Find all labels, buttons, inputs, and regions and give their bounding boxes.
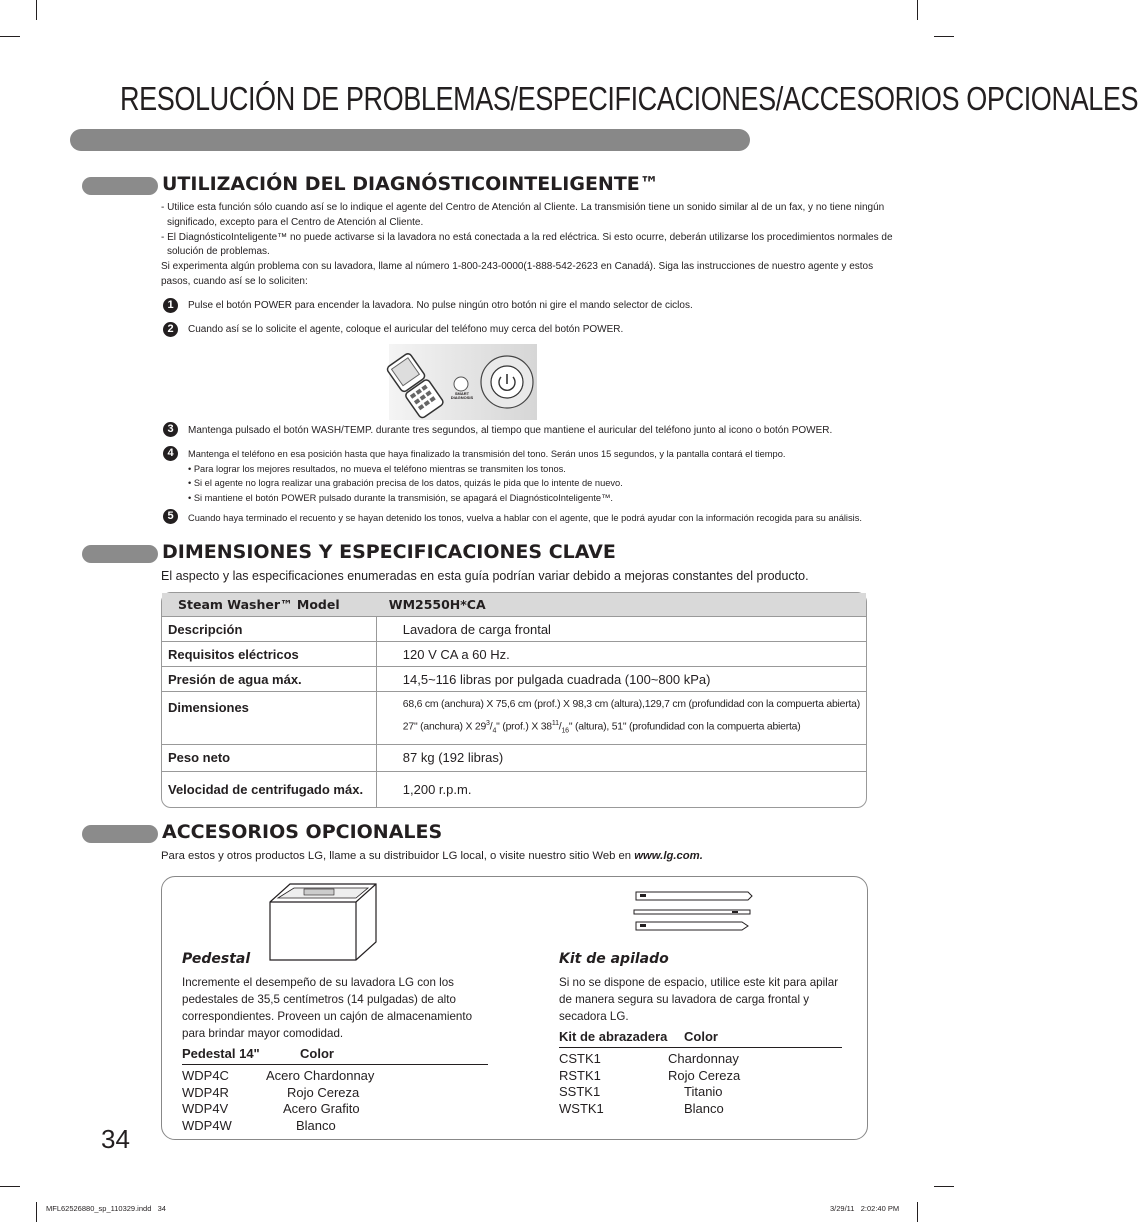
- accessories-intro: [161, 850, 703, 862]
- section-marker: [82, 825, 158, 843]
- table-header: [182, 1046, 488, 1065]
- crop-mark: [0, 36, 20, 37]
- step-text: Cuando haya terminado el recuento y se hayan detenido los tonos, vuelva a hablar con el agente, que le podrá ayudar con la información recogida para su análisis.: [188, 513, 862, 523]
- model-code: WDP4V: [182, 1101, 229, 1116]
- color-value: Titanio: [684, 1084, 723, 1099]
- spec-label: Descripción: [162, 616, 377, 641]
- table-row: [559, 1068, 842, 1085]
- step-text: Cuando así se lo solicite el agente, coloque el auricular del teléfono muy cerca del botón POWER.: [188, 324, 624, 335]
- model-code: CSTK1: [559, 1051, 601, 1066]
- spec-label: Velocidad de centrifugado máx.: [162, 771, 377, 807]
- color-cell: [296, 1117, 488, 1135]
- spec-value: 87 kg (192 libras): [377, 744, 866, 771]
- step-badge: 2: [163, 322, 178, 337]
- model-code: WDP4R: [182, 1084, 229, 1100]
- spec-table: [161, 592, 867, 808]
- column-header: Color: [684, 1029, 842, 1048]
- page-title: RESOLUCIÓN DE PROBLEMAS/ESPECIFICACIONES/ACCESORIOS OPCIONALES: [120, 80, 1138, 117]
- note-line: Si experimenta algún problema con su lavadora, llame al número 1-800-243-0000(1-888-542-2623 en Canadá). Siga las instrucciones de nuestro agente y estos: [161, 261, 874, 273]
- crop-mark: [934, 1186, 954, 1187]
- color-value: Rojo Cereza: [287, 1084, 360, 1100]
- section-heading-accessories: ACCESORIOS OPCIONALES: [162, 821, 443, 843]
- stacking-kit-description: Si no se dispone de espacio, utilice este kit para apilar de manera segura su lavadora de carga frontal y secadora LG.: [559, 976, 839, 1023]
- stacking-kit-brackets-icon: [632, 886, 758, 932]
- section-marker: [82, 545, 158, 563]
- phone-illustration: [389, 344, 537, 420]
- spec-label: Peso neto: [162, 744, 377, 771]
- table-row: [182, 1101, 488, 1118]
- column-header: Kit de abrazadera: [559, 1029, 684, 1048]
- table-row: [162, 691, 866, 744]
- note-line: pasos, cuando así se lo soliciten:: [161, 275, 308, 287]
- fraction-numerator: 3: [486, 720, 490, 727]
- dim-part: 27" (anchura) X 29: [402, 721, 487, 733]
- website-link[interactable]: www.lg.com.: [634, 850, 703, 862]
- step-subpoint: • Para lograr los mejores resultados, no mueva el teléfono mientras se transmiten los tonos.: [188, 463, 566, 474]
- dimension-imperial: 27" (anchura) X $29^3/_4$" (prof.) X $38^{11}/_{16}$" (altura), 51" (profundidad con la compuerta abierta): [402, 720, 801, 735]
- spec-value: 1,200 r.p.m.: [377, 771, 866, 807]
- fraction-numerator: 11: [551, 720, 559, 727]
- spec-value: Lavadora de carga frontal: [377, 616, 866, 641]
- page-number: 34: [101, 1124, 130, 1154]
- table-header: [559, 1029, 842, 1048]
- table-row: [182, 1118, 488, 1135]
- model-code: WDP4W: [182, 1117, 232, 1133]
- dim-part: " (altura), 51" (profundidad con la compuerta abierta): [568, 721, 801, 733]
- model-label: Steam Washer™ Model: [162, 593, 377, 616]
- crop-mark: [917, 1202, 918, 1222]
- table-row: [162, 744, 866, 771]
- table-row: [559, 1101, 842, 1118]
- model-value: WM2550H*CA: [377, 593, 866, 616]
- note-line: - Utilice esta función sólo cuando así se lo indique el agente del Centro de Atención al Cliente. La transmisión tiene un sonido similar al de un fax, y no tiene ningún: [161, 202, 885, 213]
- color-cell: [266, 1065, 488, 1085]
- spec-value: 120 V CA a 60 Hz.: [377, 641, 866, 666]
- print-date: 3/29/11 2:02:40 PM: [830, 1204, 900, 1213]
- crop-mark: [0, 1186, 20, 1187]
- step-text: Pulse el botón POWER para encender la lavadora. No pulse ningún otro botón ni gire el mando selector de ciclos.: [188, 300, 693, 311]
- step-badge: 5: [163, 509, 178, 524]
- step-subpoint: • Si mantiene el botón POWER pulsado durante la transmisión, se apagará el DiagnósticoInteligente™.: [188, 492, 613, 503]
- note-line: solución de problemas.: [167, 246, 270, 258]
- color-value: Chardonnay: [668, 1051, 739, 1066]
- fraction-denominator: 4: [492, 727, 497, 735]
- table-row: [162, 666, 866, 691]
- step-subpoint: • Si el agente no logra realizar una grabación precisa de los datos, quizás le pida que lo intente de nuevo.: [188, 478, 623, 488]
- color-cell: [684, 1084, 842, 1101]
- section-heading-specs: DIMENSIONES Y ESPECIFICACIONES CLAVE: [162, 541, 616, 563]
- model-code: WDP4C: [182, 1068, 229, 1083]
- step-badge: 3: [163, 422, 178, 437]
- color-value: Blanco: [296, 1117, 336, 1133]
- color-cell: [684, 1101, 842, 1118]
- step-text: Mantenga el teléfono en esa posición hasta que haya finalizado la transmisión del tono. Serán unos 15 segundos, y la pantalla contará el tiempo.: [188, 449, 786, 459]
- dim-part: " (prof.) X 38: [496, 721, 552, 733]
- spec-value: 14,5~116 libras por pulgada cuadrada (100~800 kPa): [377, 666, 866, 691]
- table-row: [162, 641, 866, 666]
- color-cell: [287, 1084, 488, 1102]
- step-text: Mantenga pulsado el botón WASH/TEMP. durante tres segundos, al tiempo que mantiene el auricular del teléfono junto al icono o botón POWER.: [188, 425, 833, 436]
- table-row: [559, 1084, 842, 1101]
- crop-mark: [36, 1202, 37, 1222]
- step-badge: 1: [163, 298, 178, 313]
- pedestal-drawer-icon: [264, 880, 382, 962]
- pedestal-table: [182, 1046, 488, 1134]
- step-badge: 4: [163, 446, 178, 461]
- color-cell: [668, 1048, 842, 1068]
- note-line: significado, excepto para el Centro de Atención al Cliente.: [167, 216, 424, 228]
- model-code: WSTK1: [559, 1100, 604, 1116]
- section-heading-diagnosis: UTILIZACIÓN DEL DIAGNÓSTICOINTELIGENTE™: [162, 173, 659, 195]
- phone-near-power-button-icon: [389, 344, 537, 420]
- step-text-block: [188, 447, 785, 505]
- column-header: Pedestal 14": [182, 1046, 300, 1065]
- table-row: [162, 771, 866, 807]
- table-row: [182, 1065, 488, 1085]
- color-value: Rojo Cereza: [668, 1067, 741, 1083]
- smart-diagnosis-label: SMART DIAGNOSIS: [450, 391, 474, 400]
- spec-label: Dimensiones: [162, 691, 377, 744]
- color-cell: [668, 1067, 842, 1085]
- spec-value-dimensions: [377, 691, 866, 744]
- spec-label: Presión de agua máx.: [162, 666, 377, 691]
- crop-mark: [917, 0, 918, 20]
- color-value: Blanco: [684, 1100, 724, 1116]
- note-line: - El DiagnósticoInteligente™ no puede activarse si la lavadora no está conectada a la red eléctrica. Si esto ocurre, deberán utilizarse los procedimientos normales de: [161, 231, 893, 243]
- section-marker: [82, 177, 158, 195]
- intro-text: Para estos y otros productos LG, llame a su distribuidor LG local, o visite nuestro sitio Web en: [161, 850, 635, 862]
- pedestal-title: Pedestal: [182, 951, 251, 967]
- title-bar: [70, 129, 750, 151]
- table-row: [162, 593, 866, 616]
- stacking-kit-table: [559, 1029, 842, 1117]
- crop-mark: [934, 36, 954, 37]
- table-row: [182, 1085, 488, 1102]
- diagnosis-notes: [161, 201, 893, 290]
- table-row: [162, 616, 866, 641]
- color-value: Acero Grafito: [283, 1101, 360, 1116]
- pedestal-description: Incremente el desempeño de su lavadora LG con los pedestales de 35,5 centímetros (14 pulgadas) de alto correspondientes. Proveen un cajón de almacenamiento para brindar mayor comodidad.: [182, 976, 473, 1040]
- spec-label: Requisitos eléctricos: [162, 641, 377, 666]
- column-header: Color: [300, 1046, 488, 1065]
- file-info: MFL62526880_sp_110329.indd 34: [46, 1204, 166, 1213]
- specs-intro: El aspecto y las especificaciones enumeradas en esta guía podrían variar debido a mejoras constantes del producto.: [161, 569, 809, 583]
- stacking-kit-title: Kit de apilado: [559, 951, 669, 967]
- fraction-denominator: 16: [561, 727, 569, 735]
- table-row: [559, 1048, 842, 1068]
- color-value: Acero Chardonnay: [266, 1068, 375, 1083]
- model-code: RSTK1: [559, 1067, 601, 1083]
- color-cell: [283, 1101, 488, 1118]
- model-code: SSTK1: [559, 1084, 601, 1099]
- crop-mark: [36, 0, 37, 20]
- dimension-metric: 68,6 cm (anchura) X 75,6 cm (prof.) X 98,3 cm (altura),129,7 cm (profundidad con la compuerta abierta): [402, 699, 860, 710]
